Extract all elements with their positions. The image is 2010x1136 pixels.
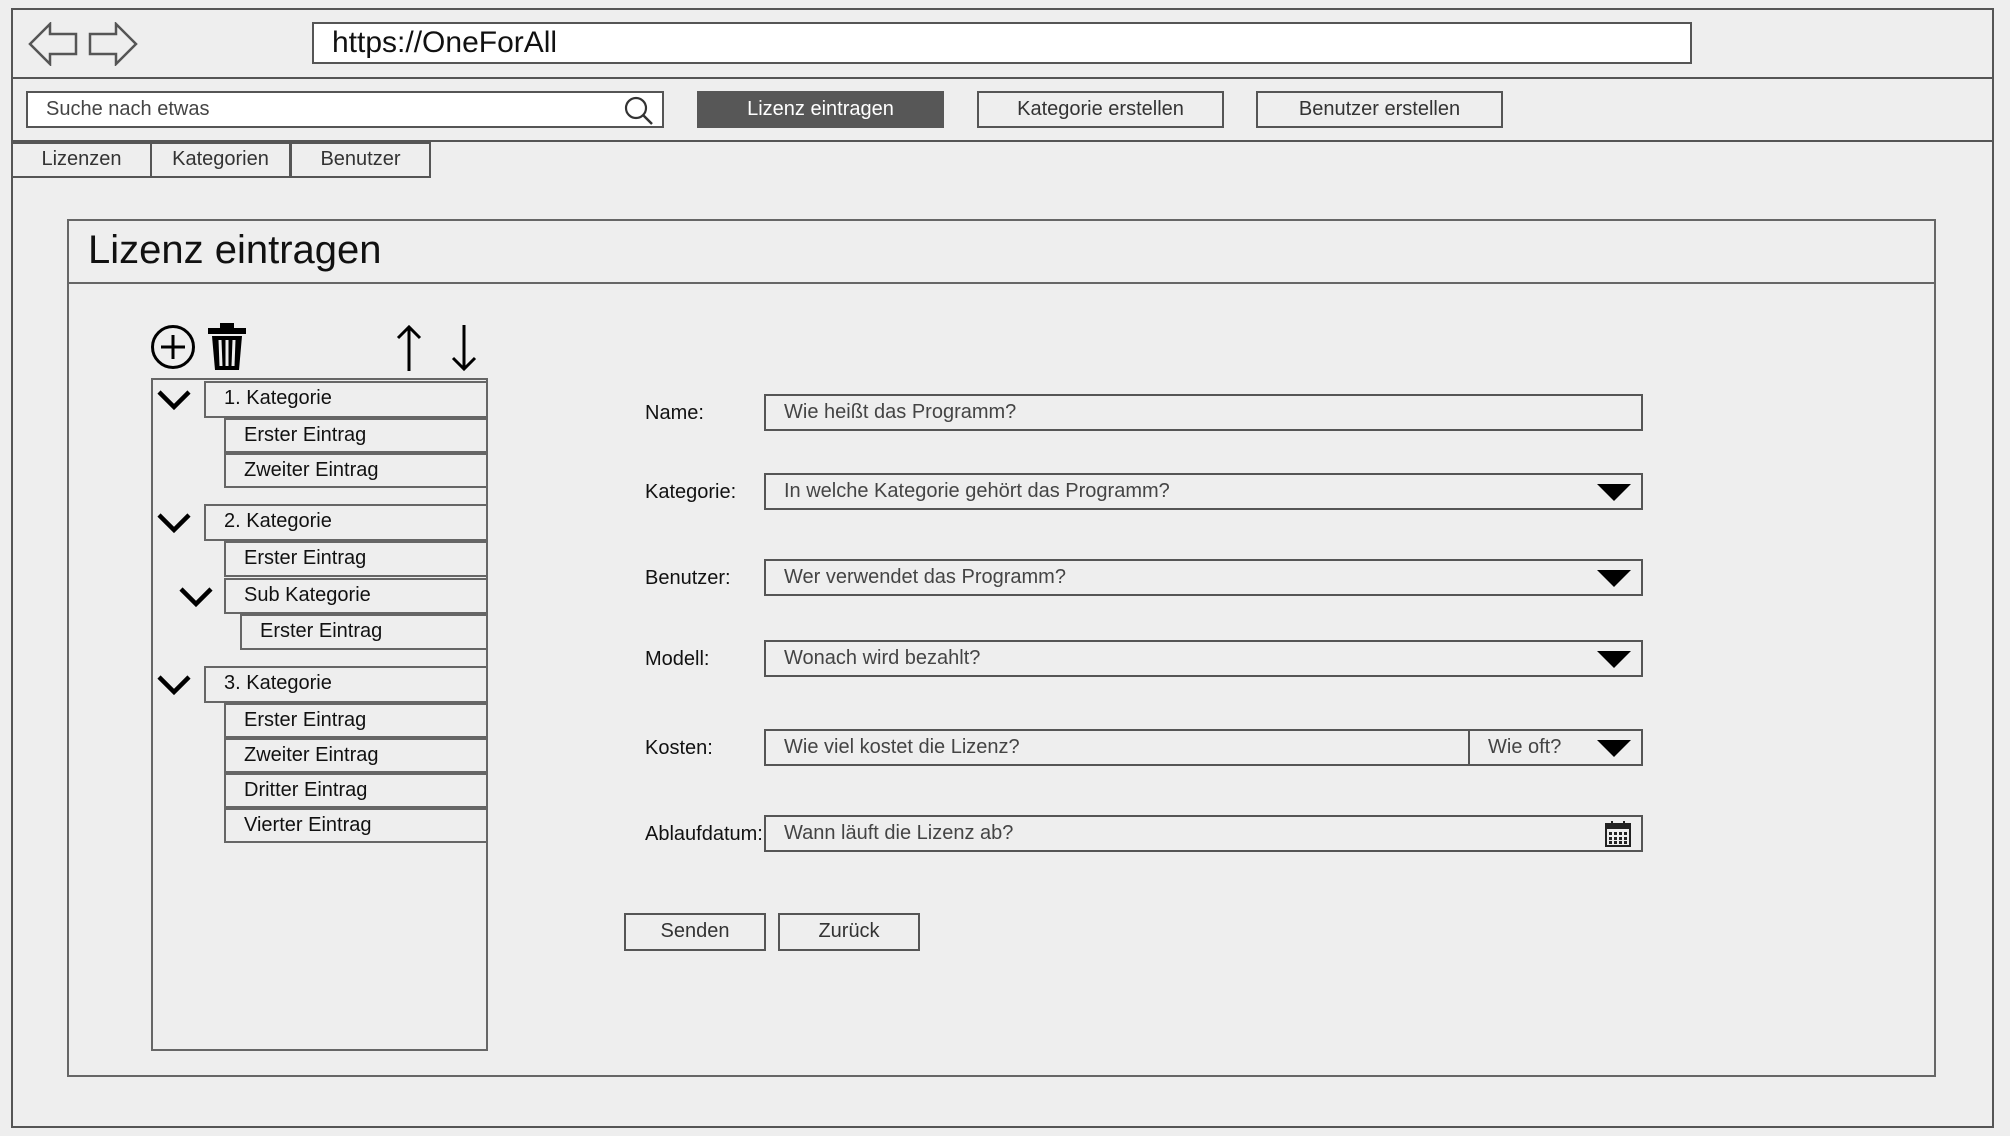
name-label: Name: [645, 402, 704, 424]
search-icon[interactable] [624, 96, 654, 126]
kosten-label: Kosten: [645, 737, 713, 759]
name-input[interactable]: Wie heißt das Programm? [764, 394, 1643, 431]
url-bar[interactable]: https://OneForAll [312, 22, 1692, 64]
search-placeholder: Suche nach etwas [46, 98, 210, 120]
kosten-input[interactable]: Wie viel kostet die Lizenz? [764, 729, 1470, 766]
calendar-icon[interactable] [1604, 820, 1632, 848]
tree-item[interactable]: Zweiter Eintrag [224, 453, 488, 488]
arrow-down-icon[interactable] [450, 324, 478, 372]
tree-item[interactable]: Erster Eintrag [224, 703, 488, 738]
arrow-left-icon [28, 22, 78, 66]
trash-icon[interactable] [206, 322, 248, 372]
plus-circle-icon[interactable] [150, 324, 196, 370]
ablaufdatum-placeholder: Wann läuft die Lizenz ab? [784, 822, 1014, 844]
dropdown-triangle-icon[interactable] [1597, 484, 1631, 501]
kosten-interval-placeholder: Wie oft? [1488, 736, 1562, 758]
divider [67, 282, 1936, 284]
lizenz-eintragen-button[interactable]: Lizenz eintragen [697, 91, 944, 128]
tab-benutzer[interactable]: Benutzer [290, 142, 431, 178]
zurueck-button[interactable]: Zurück [778, 913, 920, 951]
search-input[interactable] [26, 91, 664, 128]
kategorie-erstellen-button[interactable]: Kategorie erstellen [977, 91, 1224, 128]
modell-select[interactable] [764, 640, 1643, 677]
tree-item[interactable]: Erster Eintrag [224, 418, 488, 453]
page-title: Lizenz eintragen [88, 228, 382, 272]
tree-item[interactable]: Erster Eintrag [224, 541, 488, 577]
chevron-down-icon[interactable] [156, 673, 192, 697]
benutzer-label: Benutzer: [645, 567, 731, 589]
ablaufdatum-label: Ablaufdatum: [645, 823, 763, 845]
senden-button[interactable]: Senden [624, 913, 766, 951]
dropdown-triangle-icon[interactable] [1597, 740, 1631, 757]
benutzer-select[interactable] [764, 559, 1643, 596]
tree-item[interactable]: Zweiter Eintrag [224, 738, 488, 773]
tab-lizenzen[interactable]: Lizenzen [11, 142, 152, 178]
benutzer-placeholder: Wer verwendet das Programm? [784, 566, 1066, 588]
chevron-down-icon[interactable] [178, 585, 214, 609]
kategorie-label: Kategorie: [645, 481, 737, 503]
tree-category[interactable]: 2. Kategorie [204, 504, 488, 541]
ablaufdatum-input[interactable] [764, 815, 1643, 852]
dropdown-triangle-icon[interactable] [1597, 570, 1631, 587]
divider [11, 77, 1994, 79]
tab-kategorien[interactable]: Kategorien [150, 142, 291, 178]
tree-subcategory[interactable]: Sub Kategorie [224, 578, 488, 614]
kosten-interval-select[interactable] [1468, 729, 1643, 766]
back-button[interactable] [28, 22, 78, 66]
tree-category[interactable]: 3. Kategorie [204, 666, 488, 703]
forward-button[interactable] [88, 22, 138, 66]
benutzer-erstellen-button[interactable]: Benutzer erstellen [1256, 91, 1503, 128]
modell-placeholder: Wonach wird bezahlt? [784, 647, 981, 669]
arrow-right-icon [88, 22, 138, 66]
chevron-down-icon[interactable] [156, 511, 192, 535]
tree-item[interactable]: Vierter Eintrag [224, 808, 488, 843]
modell-label: Modell: [645, 648, 710, 670]
tree-item[interactable]: Dritter Eintrag [224, 773, 488, 808]
tree-item[interactable]: Erster Eintrag [240, 614, 488, 650]
arrow-up-icon[interactable] [395, 324, 423, 372]
dropdown-triangle-icon[interactable] [1597, 651, 1631, 668]
kategorie-select[interactable] [764, 473, 1643, 510]
chevron-down-icon[interactable] [156, 388, 192, 412]
tree-category[interactable]: 1. Kategorie [204, 381, 488, 418]
kategorie-placeholder: In welche Kategorie gehört das Programm? [784, 480, 1170, 502]
